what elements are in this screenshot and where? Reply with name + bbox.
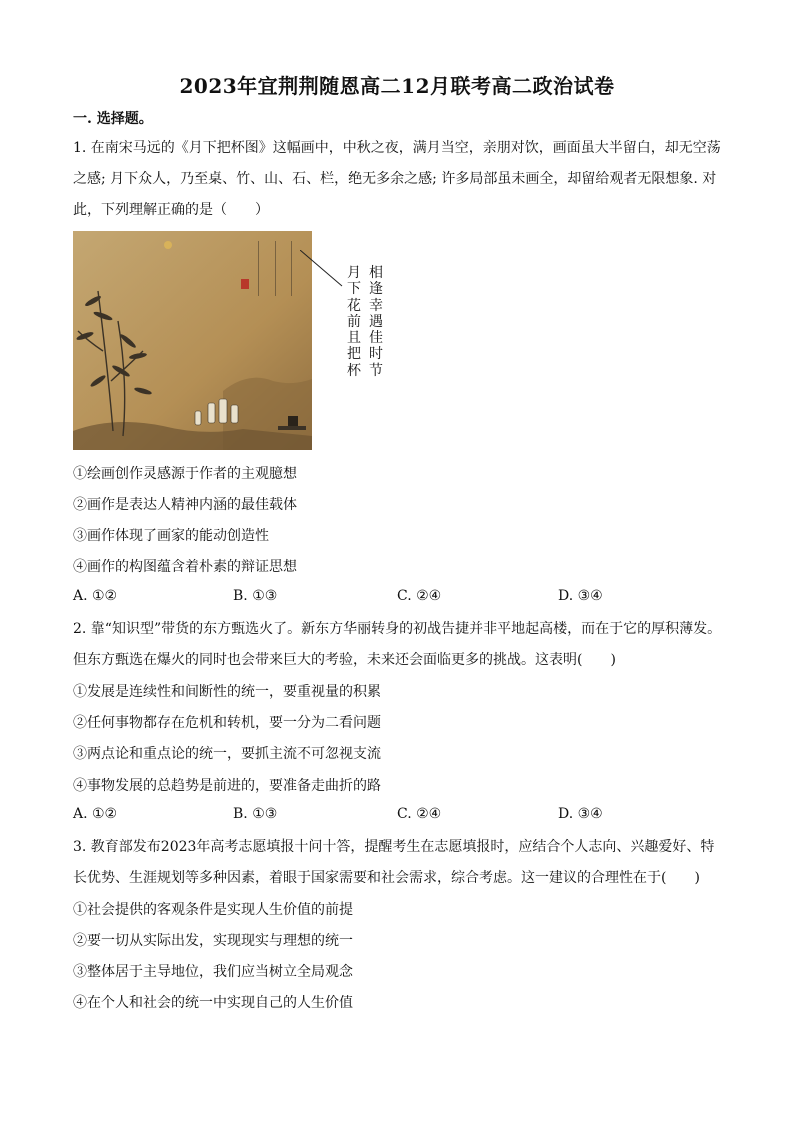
inscription-left-column: 月下花前且把杯 (347, 265, 361, 379)
q2-choices (73, 806, 653, 826)
q2-choice-b[interactable]: B. ①③ (233, 806, 278, 822)
q2-choice-d[interactable]: D. ③④ (558, 806, 603, 822)
inscription-callout (345, 265, 387, 379)
q2-item-4: ④事物发展的总趋势是前进的，要准备走曲折的路 (73, 778, 381, 794)
q1-choice-a[interactable]: A. ①② (73, 588, 118, 604)
q1-choices (73, 588, 653, 608)
section-heading: 一. 选择题。 (73, 111, 153, 127)
page-title: 2023年宜荆荆随恩高二12月联考高二政治试卷 (179, 74, 615, 98)
q1-item-3: ③画作体现了画家的能动创造性 (73, 528, 269, 544)
wine-vessel (288, 416, 298, 426)
painting-image (73, 231, 312, 450)
q2-choice-c[interactable]: C. ②④ (397, 806, 442, 822)
q1-item-2: ②画作是表达人精神内涵的最佳载体 (73, 497, 297, 513)
moon (164, 241, 172, 249)
q1-item-4: ④画作的构图蕴含着朴素的辩证思想 (73, 559, 297, 575)
callout-line (300, 250, 345, 290)
q2-item-1: ①发展是连续性和间断性的统一，要重视量的积累 (73, 684, 381, 700)
q3-item-2: ②要一切从实际出发，实现现实与理想的统一 (73, 933, 353, 949)
inscription-right-column: 相逢幸遇佳时节 (369, 265, 383, 379)
question-1-stem: 1. 在南宋马远的《月下把杯图》这幅画中，中秋之夜，满月当空，亲朋对饮，画面虽大半留白，却无空荡之感; 月下众人，乃至桌、竹、山、石、栏，绝无多余之感; 许多局部虽未画全，却留给观者无限想象. 对此，下列理解正确的是（ ） (73, 140, 721, 218)
q3-item-3: ③整体居于主导地位，我们应当树立全局观念 (73, 964, 353, 980)
question-2-stem: 2. 靠“知识型”带货的东方甄选火了。新东方华丽转身的初战告捷并非平地起高楼，而在于它的厚积薄发。但东方甄选在爆火的同时也会带来巨大的考验，未来还会面临更多的挑战。这表明( ) (73, 621, 722, 668)
q1-item-1: ①绘画创作灵感源于作者的主观臆想 (73, 466, 297, 482)
q2-item-2: ②任何事物都存在危机和转机，要一分为二看问题 (73, 715, 381, 731)
question-3-stem: 3. 教育部发布2023年高考志愿填报十问十答，提醒考生在志愿填报时，应结合个人志向、兴趣爱好、特长优势、生涯规划等多种因素，着眼于国家需要和社会需求，综合考虑。这一建议的合理性在于( ) (73, 839, 715, 886)
table (278, 426, 306, 430)
seal-mark (241, 279, 249, 289)
q3-item-1: ①社会提供的客观条件是实现人生价值的前提 (73, 902, 353, 918)
q2-item-3: ③两点论和重点论的统一，要抓主流不可忽视支流 (73, 746, 381, 762)
q2-choice-a[interactable]: A. ①② (73, 806, 118, 822)
q1-choice-c[interactable]: C. ②④ (397, 588, 442, 604)
q1-choice-b[interactable]: B. ①③ (233, 588, 278, 604)
q3-item-4: ④在个人和社会的统一中实现自己的人生价值 (73, 995, 353, 1011)
q1-choice-d[interactable]: D. ③④ (558, 588, 603, 604)
